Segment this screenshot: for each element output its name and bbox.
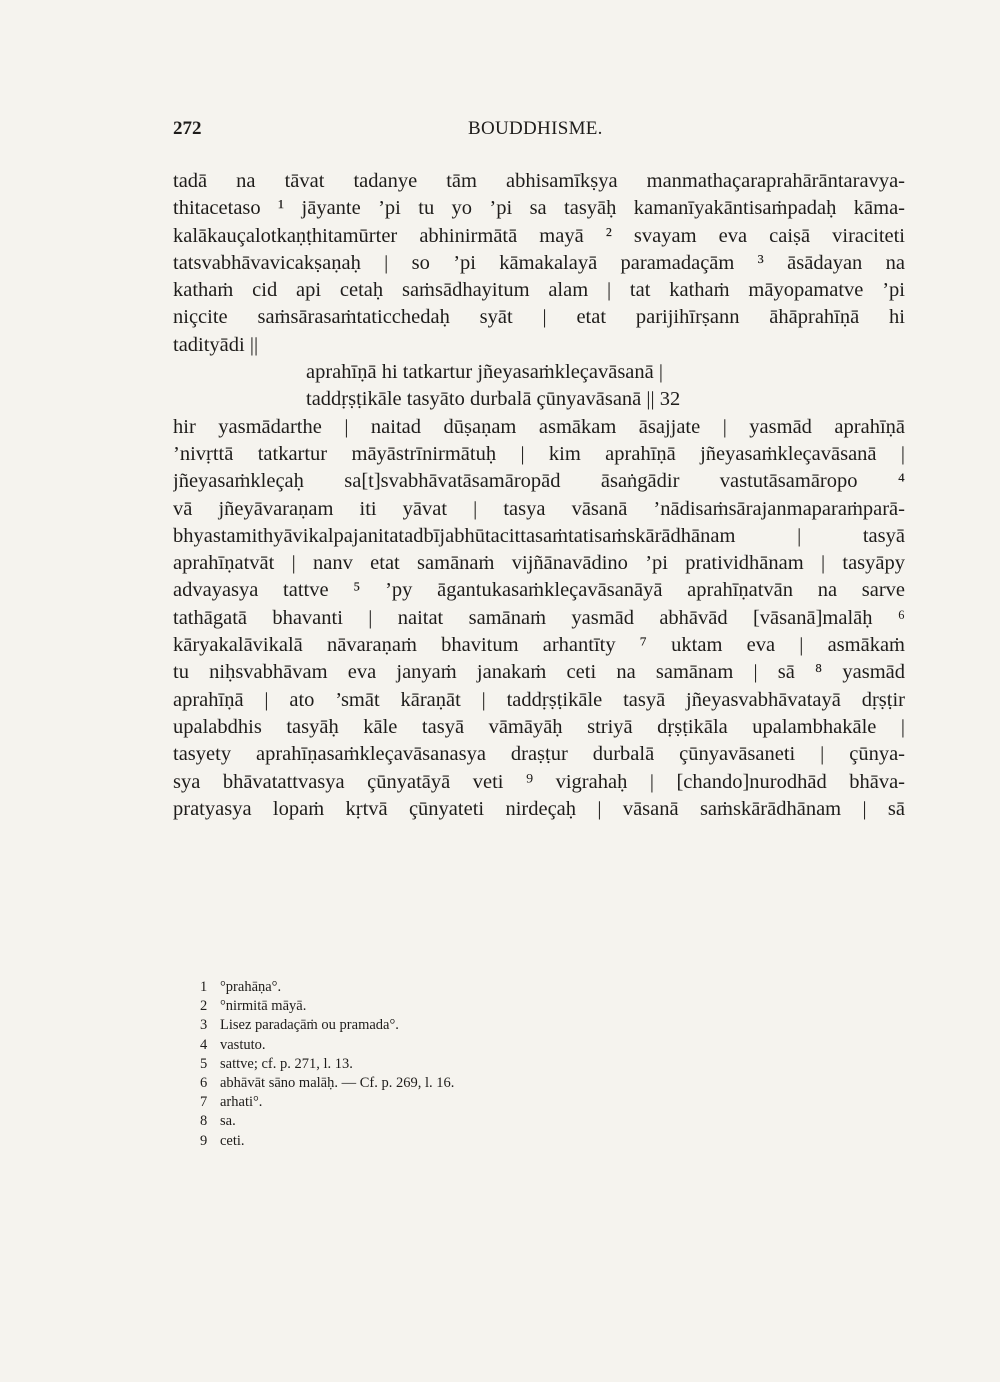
main-text	[173, 168, 905, 823]
footnote	[200, 1074, 660, 1093]
text-line: vā jñeyāvaraṇam iti yāvat | tasya vāsanā ’nādisaṁsārajanmaparaṁparā-	[173, 497, 905, 520]
footnote-text: ceti.	[220, 1132, 245, 1149]
footnote	[200, 1016, 660, 1035]
footnote	[200, 997, 660, 1016]
text-line: hir yasmādarthe | naitad dūṣaṇam asmākam āsajjate | yasmād aprahīṇā	[173, 415, 905, 438]
text-line: tasyety aprahīṇasaṁkleçavāsanasya draṣṭur durbalā çūnyavāsaneti | çūnya-	[173, 743, 905, 766]
text-line: tu niḥsvabhāvam eva janyaṁ janakaṁ ceti na samānam | sā ⁸ yasmād	[173, 661, 905, 684]
footnote-text: vastuto.	[220, 1036, 266, 1053]
footnote	[200, 1112, 660, 1131]
text-line: sya bhāvatattvasya çūnyatāyā veti ⁹ vigrahaḥ | [chando]nurodhād bhāva-	[173, 770, 905, 793]
footnote	[200, 1093, 660, 1112]
text-line: advayasya tattve ⁵ ’py āgantukasaṁkleçavāsanāyā aprahīṇatvān na sarve	[173, 579, 905, 602]
verse-line: aprahīṇā hi tatkartur jñeyasaṁkleçavāsanā |	[306, 361, 663, 384]
footnote	[200, 1055, 660, 1074]
footnotes	[200, 978, 660, 1151]
footnote	[200, 978, 660, 997]
verse-line: taddṛṣṭikāle tasyāto durbalā çūnyavāsanā || 32	[306, 388, 681, 411]
text-line: ’nivṛttā tatkartur māyāstrīnirmātuḥ | kim aprahīṇā jñeyasaṁkleçavāsanā |	[173, 442, 905, 465]
running-title: BOUDDHISME.	[468, 118, 603, 139]
text-line: kalākauçalotkaṇṭhitamūrter abhinirmātā mayā ² svayam eva caiṣā viraciteti	[173, 224, 905, 247]
text-line: tadityādi ||	[173, 333, 259, 356]
text-line: pratyasya lopaṁ kṛtvā çūnyateti nirdeçaḥ | vāsanā saṁskārādhānam | sā	[173, 797, 905, 820]
footnote-number: 8	[200, 1113, 208, 1130]
footnote-text: abhāvāt sāno malāḥ. — Cf. p. 269, l. 16.	[220, 1074, 455, 1091]
text-line: aprahīṇatvāt | nanv etat samānaṁ vijñānavādino ’pi pratividhānam | tasyāpy	[173, 552, 905, 575]
footnote-number: 6	[200, 1074, 208, 1091]
footnote-number: 7	[200, 1094, 208, 1111]
text-line: upalabdhis tasyāḥ kāle tasyā vāmāyāḥ striyā dṛṣṭikāla upalambhakāle |	[173, 715, 905, 738]
text-line: niçcite saṁsārasaṁtaticchedaḥ syāt | etat parijihīrṣann āhāprahīṇā hi	[173, 306, 905, 329]
page-number: 272	[173, 118, 202, 139]
text-line: bhyastamithyāvikalpajanitatadbījabhūtacittasaṁtatisaṁskārādhānam | tasyā	[173, 524, 905, 547]
footnote-text: Lisez paradaçāṁ ou pramada°.	[220, 1017, 399, 1034]
text-line: tathāgatā bhavanti | naitat samānaṁ yasmād abhāvād [vāsanā]malāḥ ⁶	[173, 606, 905, 629]
text-line: kathaṁ cid api cetaḥ saṁsādhayitum alam | tat kathaṁ māyopamatve ’pi	[173, 279, 905, 302]
footnote-text: sattve; cf. p. 271, l. 13.	[220, 1055, 353, 1072]
footnote-text: arhati°.	[220, 1094, 263, 1111]
footnote-number: 1	[200, 979, 208, 995]
footnote-number: 5	[200, 1055, 208, 1072]
text-line: jñeyasaṁkleçaḥ sa[t]svabhāvatāsamāropād āsaṅgādir vastutāsamāropo ⁴	[173, 470, 905, 493]
footnote	[200, 1036, 660, 1055]
footnote-number: 3	[200, 1017, 208, 1034]
text-line: aprahīṇā | ato ’smāt kāraṇāt | taddṛṣṭikāle tasyā jñeyasvabhāvatayā dṛṣṭir	[173, 688, 905, 711]
footnote-text: °nirmitā māyā.	[220, 998, 307, 1015]
footnote-number: 4	[200, 1036, 208, 1053]
footnote	[200, 1132, 660, 1151]
footnote-number: 2	[200, 998, 208, 1015]
text-line: tadā na tāvat tadanye tām abhisamīkṣya manmathaçaraprahārāntaravya-	[173, 170, 905, 192]
text-line: tatsvabhāvavicakṣaṇaḥ | so ’pi kāmakalayā paramadaçām ³ āsādayan na	[173, 251, 905, 274]
footnote-text: sa.	[220, 1113, 236, 1130]
text-line: kāryakalāvikalā nāvaraṇaṁ bhavitum arhantīty ⁷ uktam eva | asmākaṁ	[173, 634, 905, 657]
footnote-text: °prahāṇa°.	[220, 979, 282, 995]
footnote-number: 9	[200, 1132, 208, 1149]
text-line: thitacetaso ¹ jāyante ’pi tu yo ’pi sa tasyāḥ kamanīyakāntisaṁpadaḥ kāma-	[173, 197, 905, 220]
page-header	[0, 118, 1000, 142]
